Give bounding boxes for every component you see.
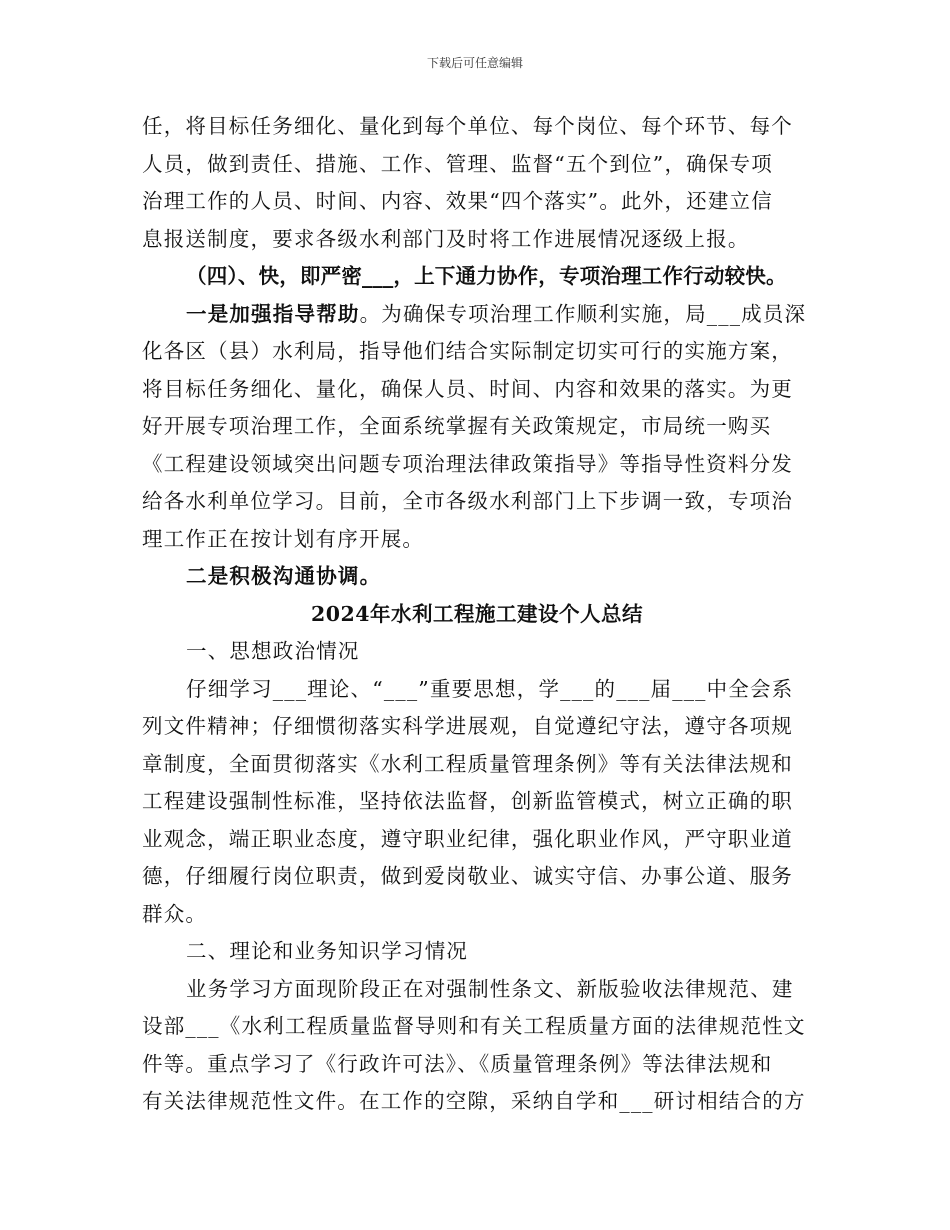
body-line: 工程建设强制性标准，坚持依法监督，创新监管模式，树立正确的职 (142, 789, 793, 813)
body-line (142, 296, 812, 334)
section-heading: 一、思想政治情况 (186, 639, 360, 663)
body-line: 息报送制度，要求各级水利部门及时将工作进展情况逐级上报。 (142, 226, 750, 251)
body-line: 设部___《水利工程质量监督导则和有关工程质量方面的法律规范性文 (142, 1014, 806, 1038)
body-line: 给各水利单位学习。目前，全市各级水利部门上下步调一致，专项治 (142, 489, 793, 513)
section-heading: 二、理论和业务知识学习情况 (186, 939, 469, 963)
body-line: 化各区（县）水利局，指导他们结合实际制定切实可行的实施方案， (142, 339, 793, 363)
subheading: 二是积极沟通协调。 (186, 564, 382, 588)
body-line: 业务学习方面现阶段正在对强制性条文、新版验收法律规范、建 (186, 976, 794, 1001)
body-line: 人员，做到责任、措施、工作、管理、监督“五个到位”，确保专项 (142, 151, 773, 176)
body-line: 件等。重点学习了《行政许可法》、《质量管理条例》等法律法规和 (142, 1051, 773, 1076)
body-line: 有关法律规范性文件。在工作的空隙，采纳自学和___研讨相结合的方 (142, 1089, 806, 1113)
page-header: 下载后可任意编辑 (426, 56, 523, 70)
body-line: 治理工作的人员、时间、内容、效果“四个落实”。此外，还建立信 (142, 189, 773, 213)
inline-bold-heading: 一是加强指导帮助 (186, 301, 360, 326)
body-line: 群众。 (142, 901, 208, 926)
body-line: 德，仔细履行岗位职责，做到爱岗敬业、诚实守信、办事公道、服务 (142, 864, 793, 888)
document-body (142, 108, 812, 1121)
body-line: 列文件精神；仔细惯彻落实科学进展观，自觉遵纪守法，遵守各项规 (142, 714, 793, 738)
body-line: 业观念，端正职业态度，遵守职业纪律，强化职业作风，严守职业道 (142, 826, 793, 851)
body-line: 理工作正在按计划有序开展。 (142, 526, 425, 551)
body-line: 将目标任务细化、量化，确保人员、时间、内容和效果的落实。为更 (142, 376, 793, 401)
body-line: 任，将目标任务细化、量化到每个单位、每个岗位、每个环节、每个 (142, 114, 793, 138)
body-text: 。为确保专项治理工作顺利实施，局___成员深 (359, 301, 807, 326)
document-title: 2024年水利工程施工建设个人总结 (310, 601, 644, 626)
body-line: 好开展专项治理工作，全面系统掌握有关政策规定，市局统一购买 (142, 414, 772, 438)
body-line: 仔细学习___理论、“___”重要思想，学___的___届___中全会系 (186, 676, 794, 701)
body-line: 章制度，全面贯彻落实《水利工程质量管理条例》等有关法律法规和 (142, 751, 793, 776)
section-heading: （四）、快，即严密___，上下通力协作，专项治理工作行动较快。 (186, 264, 787, 288)
body-line: 《工程建设领域突出问题专项治理法律政策指导》等指导性资料分发 (142, 451, 793, 476)
